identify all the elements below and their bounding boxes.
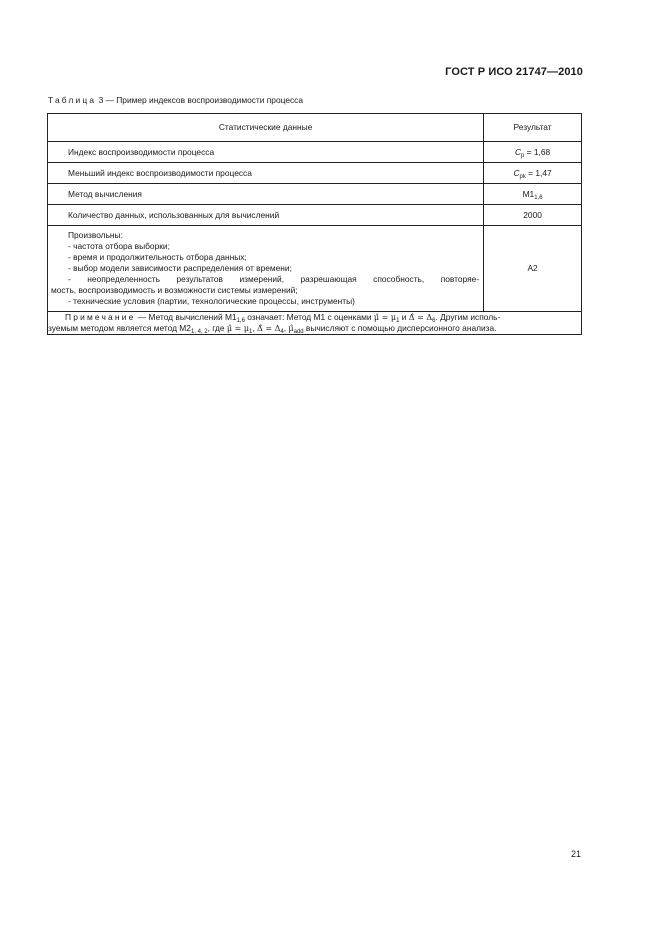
row-value [484,163,582,184]
page-number: 21 [570,849,581,859]
note-text: — Метод вычислений М1 [137,312,237,322]
note-line-1 [48,312,581,323]
list-item: - время и продолжительность отбора данных; [68,252,247,262]
caption-title: Пример индексов воспроизводимости процесса [116,95,304,105]
note-text: , [252,323,258,333]
value-subscript: p [521,152,525,159]
table-row [48,142,582,163]
row-value: 2000 [484,205,582,226]
row-value [484,142,582,163]
table-row-arbitrary [48,226,582,312]
row-param: Метод вычисления [48,184,484,205]
table-caption [48,95,303,105]
list-item: - неопределенность результатов измерений, разрешающая способность, повторяе- [68,274,480,284]
table-row [48,163,582,184]
note-label: Примечание [65,312,136,322]
table-header-row [48,114,582,142]
table-row [48,205,582,226]
table-note-row [48,312,582,335]
note-formula: Δ̂ = Δ [257,324,281,333]
column-header-result: Результат [484,114,582,142]
value-symbol: М1 [522,188,535,199]
note-text: , [283,323,289,333]
note-text: вычисляют с помощью дисперсионного анализа. [303,323,497,333]
note-text: и [399,312,409,322]
column-header-statistics: Статистические данные [48,114,484,142]
arbitrary-list [48,226,484,312]
row-value [484,184,582,205]
note-text: , где [207,323,227,333]
value-subscript: 1,6 [534,194,543,201]
note-subscript: 1, 4, 2 [190,329,208,335]
note-subscript: 4 [280,329,284,335]
note-formula: μ̂ [288,324,294,333]
note-text: означает: Метод М1 с оценками [244,312,374,322]
note-text: зуемым методом является метод М2 [48,323,191,333]
note-subscript: 1 [396,318,400,324]
note-formula: μ̂ = μ [373,313,397,322]
value-number: = 1,68 [524,146,551,157]
note-subscript: 6 [432,318,436,324]
list-item: - технические условия (партии, технологические процессы, инструменты) [68,296,355,306]
arbitrary-title: Произвольны: [68,230,123,240]
caption-number: 3 [98,95,104,105]
row-param: Количество данных, использованных для вычислений [48,205,484,226]
value-subscript: pk [519,173,526,180]
note-subscript: add [293,329,304,335]
note-text: . Другим исполь- [435,312,501,322]
list-item-continuation: мость, воспроизводимость и возможности системы измерений; [51,285,298,295]
table-note [48,312,582,335]
value-symbol: C [513,167,520,178]
value-number: = 1,47 [525,167,552,178]
standard-code: ГОСТ Р ИСО 21747—2010 [445,66,583,78]
capability-table [47,113,582,335]
note-subscript: 1,6 [236,318,245,324]
note-subscript: 1 [249,329,253,335]
caption-label: Таблица [48,95,97,105]
note-line-2 [48,323,581,334]
list-item: - частота отбора выборки; [68,241,170,251]
note-formula: μ̂ = μ [226,324,250,333]
list-item: - выбор модели зависимости распределения от времени; [68,263,292,273]
value-symbol: C [514,146,521,157]
arbitrary-value: А2 [484,226,582,312]
table-row [48,184,582,205]
note-formula: Δ̂ = Δ [408,313,433,322]
row-param: Индекс воспроизводимости процесса [48,142,484,163]
row-param: Меньший индекс воспроизводимости процесса [48,163,484,184]
caption-dash: — [105,95,114,105]
